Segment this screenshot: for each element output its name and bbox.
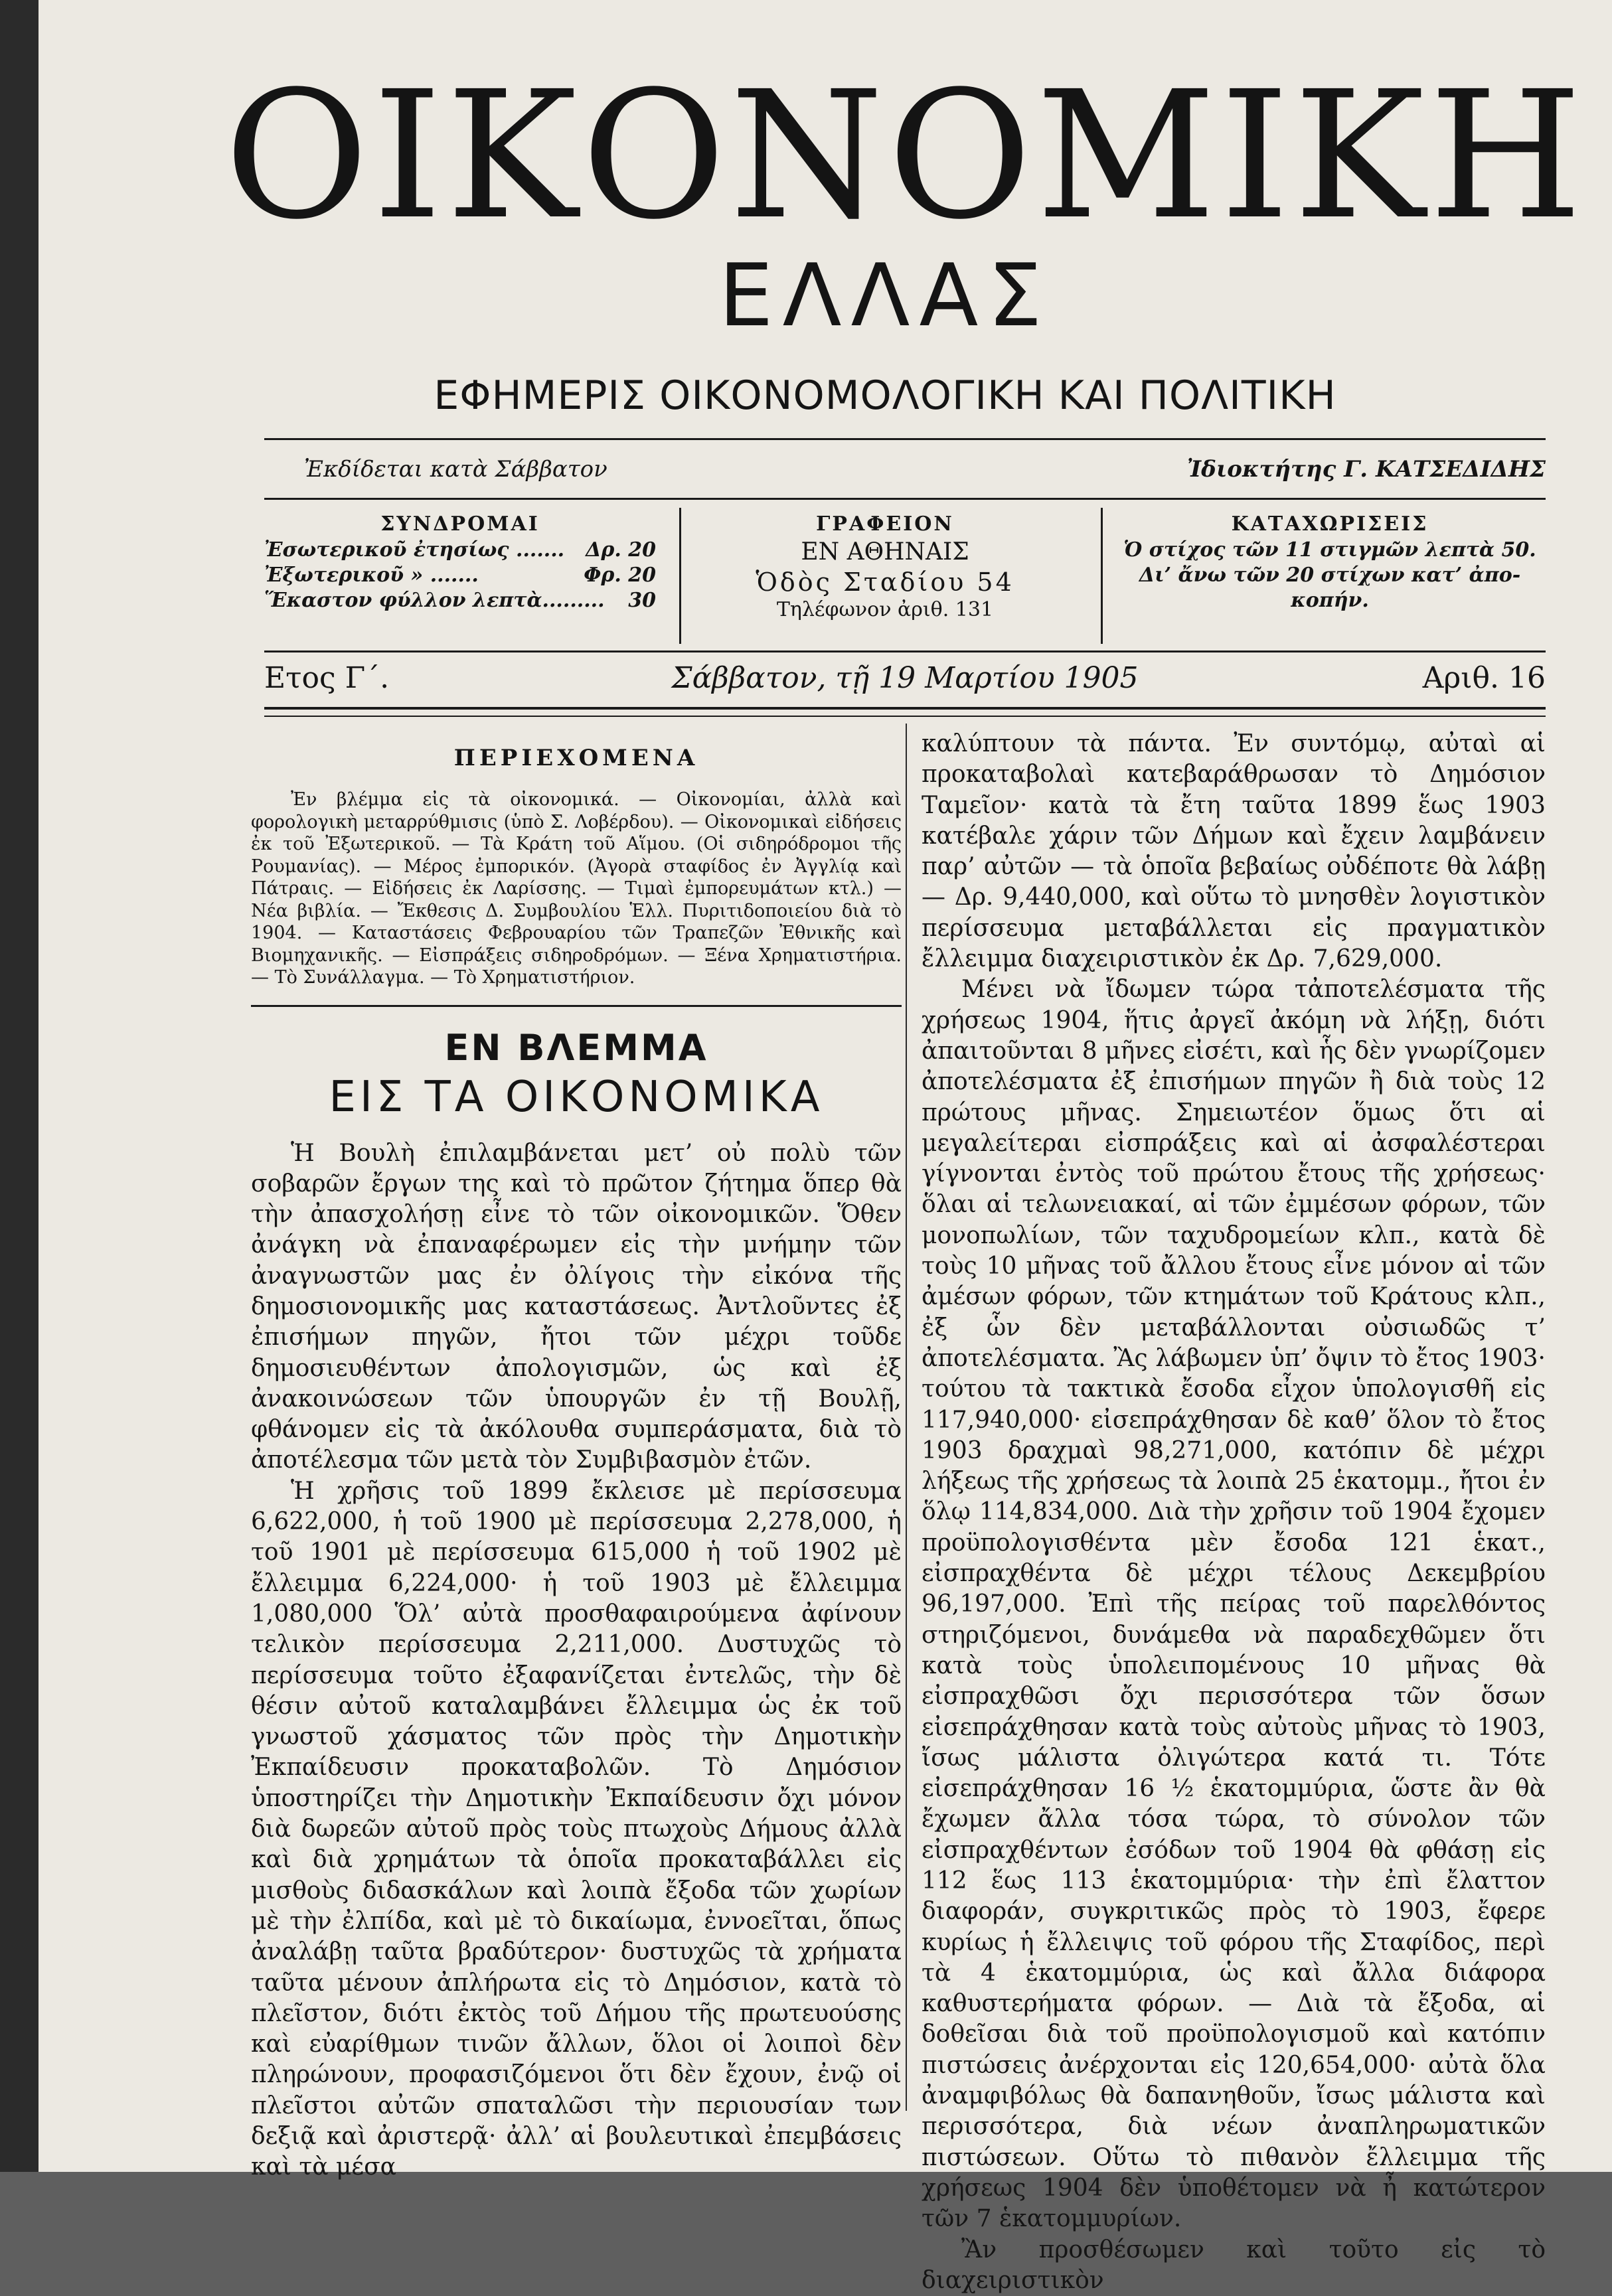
ads-discount: Δι’ ἄνω τῶν 20 στίχων κατ’ ἀπο- [1139,564,1521,587]
book-binding-edge [0,0,40,2172]
subscription-currency: Φρ. [584,564,621,587]
ads-heading: ΚΑΤΑΧΩΡΙΣΕΙΣ [1231,512,1429,536]
contents-text: Ἐν βλέμμα εἰς τὰ οἰκονομικά. — Οἰκονομίαι, ἀλλὰ καὶ φορολογικὴ μεταρρύθμισις (ὑπὸ Σ. Λοβέρδου). — Οἰκονομικαὶ εἰδήσεις ἐκ τοῦ Ἐξωτερικοῦ. — Τὰ Κράτη τοῦ Αἵμου. (Οἱ σιδηρόδρομοι τῆς Ρουμανίας). — Μέρος ἐμπορικόν. (Ἀγορὰ σταφίδος ἐν Ἀγγλίᾳ καὶ Πάτραις. — Εἰδήσεις ἐκ Λαρίσσης. — Τιμαὶ ἐμπορευμάτων κτλ.) — Νέα βιβλία. — Ἔκθεσις Δ. Συμβουλίου Ἑλλ. Πυριτιδοποιείου διὰ τὸ 1904. — Καταστάσεις Φεβρουαρίου τῶν Τραπεζῶν Ἐθνικῆς καὶ Βιομηχανικῆς. — Εἰσπράξεις σιδηροδρόμων. — Ξένα Χρηματιστήρια. — Τὸ Συνάλλαγμα. — Τὸ Χρηματιστήριον. [251,789,902,988]
masthead-subtitle: ΕΛΛΑΣ [718,245,1052,346]
masthead-tagline: ΕΦΗΜΕΡΙΣ ΟΙΚΟΝΟΜΟΛΟΓΙΚΗ ΚΑΙ ΠΟΛΙΤΙΚΗ [434,372,1336,419]
ads-rate: Ὁ στίχος τῶν 11 στιγμῶν λεπτὰ 50. [1123,538,1536,562]
issue-year: Ετος Γ΄. [264,661,390,695]
subscription-amount: 20 [628,538,656,562]
subscriptions-heading: ΣΥΝΔΡΟΜΑΙ [380,512,540,536]
newspaper-page [39,0,1612,2294]
subscription-row [264,588,656,613]
subscription-row [264,538,656,563]
ads-discount-cont: κοπήν. [1291,589,1369,612]
page-content [224,54,1587,2294]
subscription-amount: 20 [628,564,656,587]
office-heading: ΓΡΑΦΕΙΟΝ [816,512,954,536]
office-address: Ὁδὸς Σταδίου 54 [756,568,1014,597]
subscription-label: Ἕκαστον φύλλον λεπτὰ......... [264,589,605,612]
issue-number: Αριθ. 16 [1422,661,1546,695]
contents-rule [251,1005,902,1007]
subscription-row [264,563,656,588]
publication-frequency: Ἐκδίδεται κατὰ Σάββατον [304,456,607,483]
column-divider [906,724,907,2111]
article-paragraph: Ἡ Βουλὴ ἐπιλαμβάνεται μετ’ οὐ πολὺ τῶν σοβαρῶν ἔργων της καὶ τὸ πρῶτον ζήτημα ὅπερ θὰ τὴν ἀπασχολήσῃ εἶνε τὸ τῶν οἰκονομικῶν. Ὅθεν ἀνάγκη νὰ ἐπαναφέρωμεν εἰς τὴν μνήμην τῶν ἀναγνωστῶν μας ἐν ὀλίγοις τὴν εἰκόνα τῆς δημοσιονομικῆς μας καταστάσεως. Ἀντλοῦντες ἐξ ἐπισήμων πηγῶν, ἤτοι τῶν μέχρι τοῦδε δημοσιευθέντων ἀπολογισμῶν, ὡς καὶ ἐξ ἀνακοινώσεων τῶν ὑπουργῶν ἐν τῇ Βουλῇ, φθάνομεν εἰς τὰ ἀκόλουθα συμπεράσματα, διὰ τὸ ἀποτέλεσμα τῶν μετὰ τὸν Συμβιβασμὸν ἐτῶν. [251,1139,902,1474]
rule-info [264,498,1546,500]
rule-top [264,438,1546,440]
masthead-title: ΟΙΚΟΝΟΜΙΚΗ [224,54,1587,258]
subscription-label: Ἐξωτερικοῦ » ....... [264,564,479,587]
article-subtitle: ΕΙΣ ΤΑ ΟΙΚΟΝΟΜΙΚΑ [329,1072,824,1122]
contents-heading: ΠΕΡΙΕΧΟΜΕΝΑ [453,745,699,771]
subscription-label: Ἐσωτερικοῦ ἐτησίως ....... [264,538,565,562]
article-paragraph: Ἡ χρῆσις τοῦ 1899 ἔκλεισε μὲ περίσσευμα 6,622,000, ἡ τοῦ 1900 μὲ περίσσευμα 2,278,000, ἡ τοῦ 1901 μὲ περίσσευμα 615,000 ἡ τοῦ 1902 μὲ ἔλλειμμα 6,224,000· ἡ τοῦ 1903 μὲ ἔλλειμμα 1,080,000 Ὅλ’ αὐτὰ προσθαφαιρούμενα ἀφίνουν τελικὸν περίσσευμα 2,211,000. Δυστυχῶς τὸ περίσσευμα τοῦτο ἐξαφανίζεται ἐντελῶς, τὴν δὲ θέσιν αὐτοῦ καταλαμβάνει ἔλλειμμα ὡς ἐκ τοῦ γνωστοῦ χάσματος τῶν πρὸς τὴν Δημοτικὴν Ἐκπαίδευσιν προκαταβολῶν. Τὸ Δημόσιον ὑποστηρίζει τὴν Δημοτικὴν Ἐκπαίδευσιν ὄχι μόνον διὰ δωρεῶν αὐτοῦ πρὸς τοὺς πτωχοὺς Δήμους ἀλλὰ καὶ διὰ χρημάτων τὰ ὁποῖα προκαταβάλλει εἰς μισθοὺς διδασκάλων καὶ λοιπὰ ἔξοδα τῶν χωρίων μὲ τὴν ἐλπίδα, καὶ μὲ τὸ δικαίωμα, ἐννοεῖται, ὅπως ἀναλάβῃ ταῦτα βραδύτερον· δυστυχῶς τὰ χρήματα ταῦτα μένουν ἀπλήρωτα εἰς τὸ Δημόσιον, κατὰ τὸ πλεῖστον, διότι ἐκτὸς τοῦ Δήμου τῆς πρωτευούσης καὶ εὐαρίθμων τινῶν ἄλλων, ὅλοι οἱ λοιποὶ δὲν πληρώνουν, προφασιζόμενοι ὅτι δὲν ἔχουν, ἐνῷ οἱ πλεῖστοι αὐτῶν σπαταλῶσι τὴν περιουσίαν των δεξιᾷ καὶ ἀριστερᾷ· ἀλλ’ αἱ βουλευτικαὶ ἐπεμβάσεις καὶ τὰ μέσα [251,1477,902,2181]
article-title: ΕΝ ΒΛΕΜΜΑ [444,1026,708,1069]
article-paragraph: καλύπτουν τὰ πάντα. Ἐν συντόμῳ, αὐταὶ αἱ προκαταβολαὶ κατεβαράθρωσαν τὸ Δημόσιον Ταμεῖον· κατὰ τὰ ἔτη ταῦτα 1899 ἕως 1903 κατέβαλε χάριν τῶν Δήμων καὶ ἔχειν λαμβάνειν παρ’ αὐτῶν — τὰ ὁποῖα βεβαίως οὐδέποτε θὰ λάβῃ — Δρ. 9,440,000, καὶ οὕτω τὸ μνησθὲν λογιστικὸν περίσσευμα μεταβάλλεται εἰς πραγματικὸν ἔλλειμμα διαχειριστικὸν ἐκ Δρ. 7,629,000. [922,730,1546,973]
proprietor: Ἰδιοκτήτης Γ. ΚΑΤΣΕΔΙΔΗΣ [1186,456,1546,483]
article-paragraph: Μένει νὰ ἴδωμεν τώρα τἀποτελέσματα τῆς χρήσεως 1904, ἥτις ἀργεῖ ἀκόμη νὰ λήξῃ, διότι ἀπαιτοῦνται 8 μῆνες εἰσέτι, καὶ ἧς δὲν γνωρίζομεν ἀποτελέσματα ἐξ ἐπισήμων πηγῶν ἢ διὰ τοὺς 12 πρώτους μῆνας. Σημειωτέον ὅμως ὅτι αἱ μεγαλείτεραι εἰσπράξεις καὶ αἱ ἀσφαλέστεραι γίγνονται ἐντὸς τοῦ πρώτου ἔτους τῆς χρήσεως· ὅλαι αἱ τελωνειακαί, αἱ τῶν ἐμμέσων φόρων, τῶν μονοπωλίων, τῶν ταχυδρομείων κλπ., κατὰ δὲ τοὺς 10 μῆνας τοῦ ἄλλου ἔτους εἶνε μόνον αἱ τῶν ἀμέσων φόρων, τῶν κτημάτων τοῦ Κράτους κλπ., ἐξ ὧν δὲν μεταβάλλονται οὐσιωδῶς τ’ ἀποτελέσματα. Ἂς λάβωμεν ὑπ’ ὄψιν τὸ ἔτος 1903· τούτου τὰ τακτικὰ ἔσοδα εἶχον ὑπολογισθῆ εἰς 117,940,000· εἰσεπράχθησαν δὲ καθ’ ὅλον τὸ ἔτος 1903 δραχμαὶ 98,271,000, κατόπιν δὲ μέχρι λήξεως τῆς χρήσεως τὰ λοιπὰ 25 ἑκατομμ., ἤτοι ἐν ὅλῳ 114,834,000. Διὰ τὴν χρῆσιν τοῦ 1904 ἔχομεν προϋπολογισθέντα μὲν ἔσοδα 121 ἑκατ., εἰσπραχθέντα δὲ μέχρι τέλους Δεκεμβρίου 96,197,000. Ἐπὶ τῆς πείρας τοῦ παρελθόντος στηριζόμενοι, δυνάμεθα νὰ παραδεχθῶμεν ὅτι κατὰ τοὺς ὑπολειπομένους 10 μῆνας θὰ εἰσπραχθῶσι ὄχι περισσότερα τῶν ὅσων εἰσεπράχθησαν κατὰ τοὺς αὐτοὺς μῆνας τὸ 1903, ἴσως μάλιστα ὀλιγώτερα κατά τι. Τότε εἰσεπράχθησαν 16 ½ ἑκατομμύρια, ὥστε ἂν θὰ ἔχωμεν ἄλλα τόσα τώρα, τὸ σύνολον τῶν εἰσπραχθέντων ἐσόδων τοῦ 1904 θὰ φθάσῃ εἰς 112 ἕως 113 ἑκατομμύρια· τὴν ἐπὶ ἔλαττον διαφοράν, συγκριτικῶς πρὸς τὸ 1903, ἔφερε κυρίως ἡ ἔλλειψις τοῦ φόρου τῆς Σταφίδος, περὶ τὰ 4 ἑκατομμύρια, ὡς καὶ ἄλλα διάφορα καθυστερήματα φόρων. — Διὰ τὰ ἔξοδα, αἱ δοθεῖσαι διὰ τοῦ προϋπολογισμοῦ καὶ κατόπιν πιστώσεις ἀνέρχονται εἰς 120,654,000· αὐτὰ ὅλα ἀναμφιβόλως θὰ δαπανηθοῦν, ἴσως μάλιστα καὶ περισσότερα, διὰ νέων ἀναπληρωματικῶν πιστώσεων. Οὕτω τὸ πιθανὸν ἔλλειμμα τῆς χρήσεως 1904 δὲν ὑποθέτομεν νὰ ἦ κατώτερον τῶν 7 ἑκατομμυρίων. [922,976,1546,2233]
office-phone: Τηλέφωνον ἀριθ. 131 [776,598,994,621]
rule-issue-bottom-thin [264,716,1546,717]
subscription-amount: 30 [628,589,656,612]
issue-date: Σάββατον, τῇ 19 Μαρτίου 1905 [671,661,1139,695]
box-divider [679,508,681,644]
rule-issue-bottom [264,707,1546,710]
left-column [251,743,902,2183]
right-column [922,729,1546,2296]
advertisements-box [1114,511,1546,644]
article-paragraph: Ἂν προσθέσωμεν καὶ τοῦτο εἰς τὸ διαχειριστικὸν [922,2236,1546,2294]
subscriptions-box [264,511,656,644]
subscription-currency: Δρ. [586,538,621,562]
office-city: ΕΝ ΑΘΗΝΑΙΣ [801,538,969,566]
office-box [689,511,1081,644]
rule-issue-top [264,651,1546,652]
box-divider [1101,508,1103,644]
